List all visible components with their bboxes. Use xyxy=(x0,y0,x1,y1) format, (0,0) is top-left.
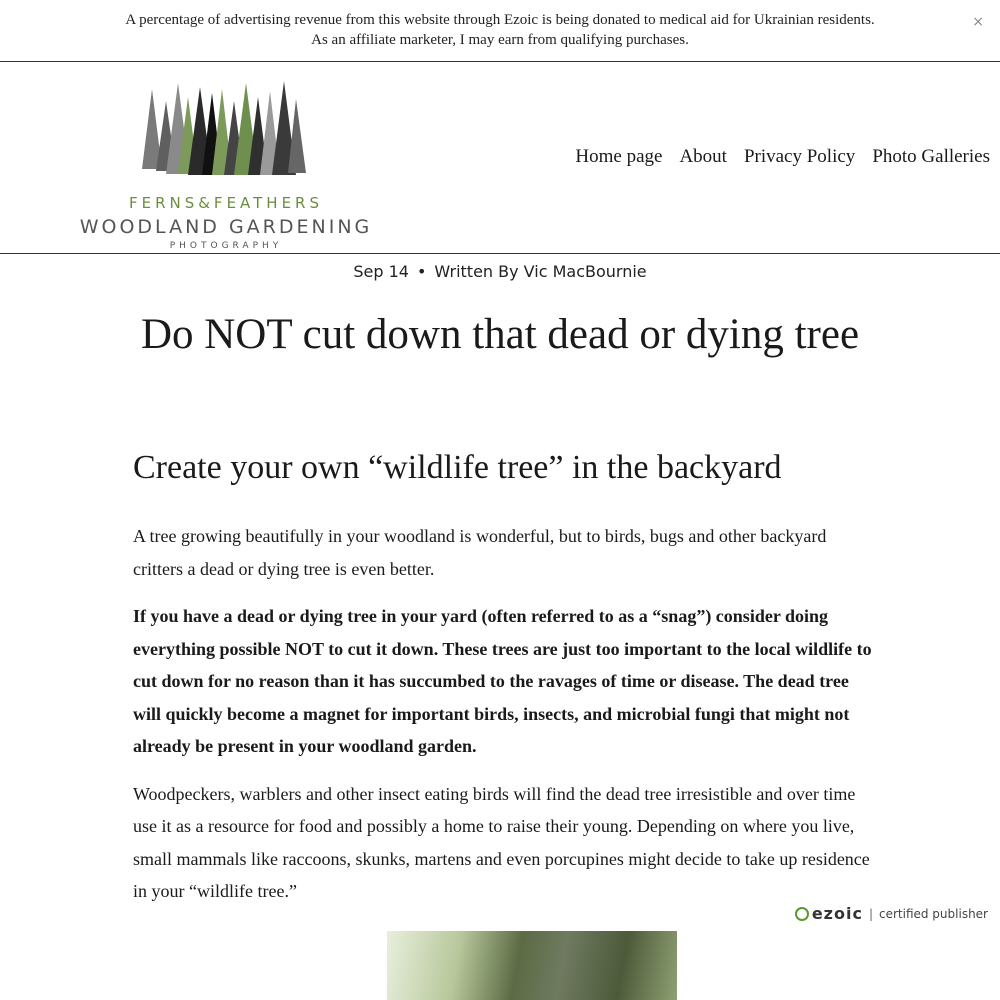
notice-bar xyxy=(0,0,1000,62)
ezoic-brand: ezoic xyxy=(811,904,863,923)
trees-logo-graphic xyxy=(138,79,314,179)
ezoic-logo-icon xyxy=(795,907,809,921)
site-header xyxy=(0,63,1000,254)
post-content xyxy=(133,446,873,923)
close-icon[interactable]: × xyxy=(972,14,984,30)
main-nav xyxy=(575,146,990,168)
paragraph-3: Woodpeckers, warblers and other insect eating birds will find the dead tree irresistible and over time use it as a resource for food and possibly a home to raise their young. Depending on where you live, small mammals like raccoons, skunks, martens and even porcupines might decide to take up residence in your “wildlife tree.” xyxy=(133,783,870,901)
post-author[interactable]: Written By Vic MacBournie xyxy=(434,262,647,281)
site-logo[interactable] xyxy=(66,79,386,251)
ezoic-badge[interactable] xyxy=(795,904,988,923)
nav-home-page[interactable]: Home page xyxy=(575,146,663,167)
logo-line-3: PHOTOGRAPHY xyxy=(169,241,283,251)
nav-privacy-policy[interactable]: Privacy Policy xyxy=(743,146,856,167)
paragraph-1: A tree growing beautifully in your woodland is wonderful, but to birds, bugs and other backyard critters a dead or dying tree is even better. xyxy=(133,526,827,579)
tree-photo xyxy=(387,931,677,1000)
ezoic-separator: | xyxy=(868,906,873,921)
post-date: Sep 14 xyxy=(353,262,409,281)
ezoic-label: certified publisher xyxy=(878,906,988,921)
post-title: Do NOT cut down that dead or dying tree xyxy=(140,311,860,358)
nav-photo-galleries[interactable]: Photo Galleries xyxy=(872,146,990,167)
post-meta xyxy=(0,262,1000,281)
nav-about[interactable]: About xyxy=(679,146,727,167)
logo-line-2: WOODLAND GARDENING xyxy=(79,216,373,238)
notice-line-1: A percentage of advertising revenue from this website through Ezoic is being donated to medical aid for Ukrainian residents. xyxy=(125,12,875,28)
notice-line-2: As an affiliate marketer, I may earn from qualifying purchases. xyxy=(311,32,689,48)
logo-line-1: FERNS&FEATHERS xyxy=(128,194,324,212)
meta-separator: • xyxy=(416,262,427,281)
paragraph-2: If you have a dead or dying tree in your yard (often referred to as a “snag”) consider doing everything possible NOT to cut it down. These trees are just too important to the local wildlife to cut down for no reason than it has succumbed to the ravages of time or disease. The dead tree will quickly become a magnet for important birds, insects, and microbial fungi that might not already be present in your woodland garden. xyxy=(133,606,872,756)
post-subtitle: Create your own “wildlife tree” in the backyard xyxy=(133,449,782,486)
